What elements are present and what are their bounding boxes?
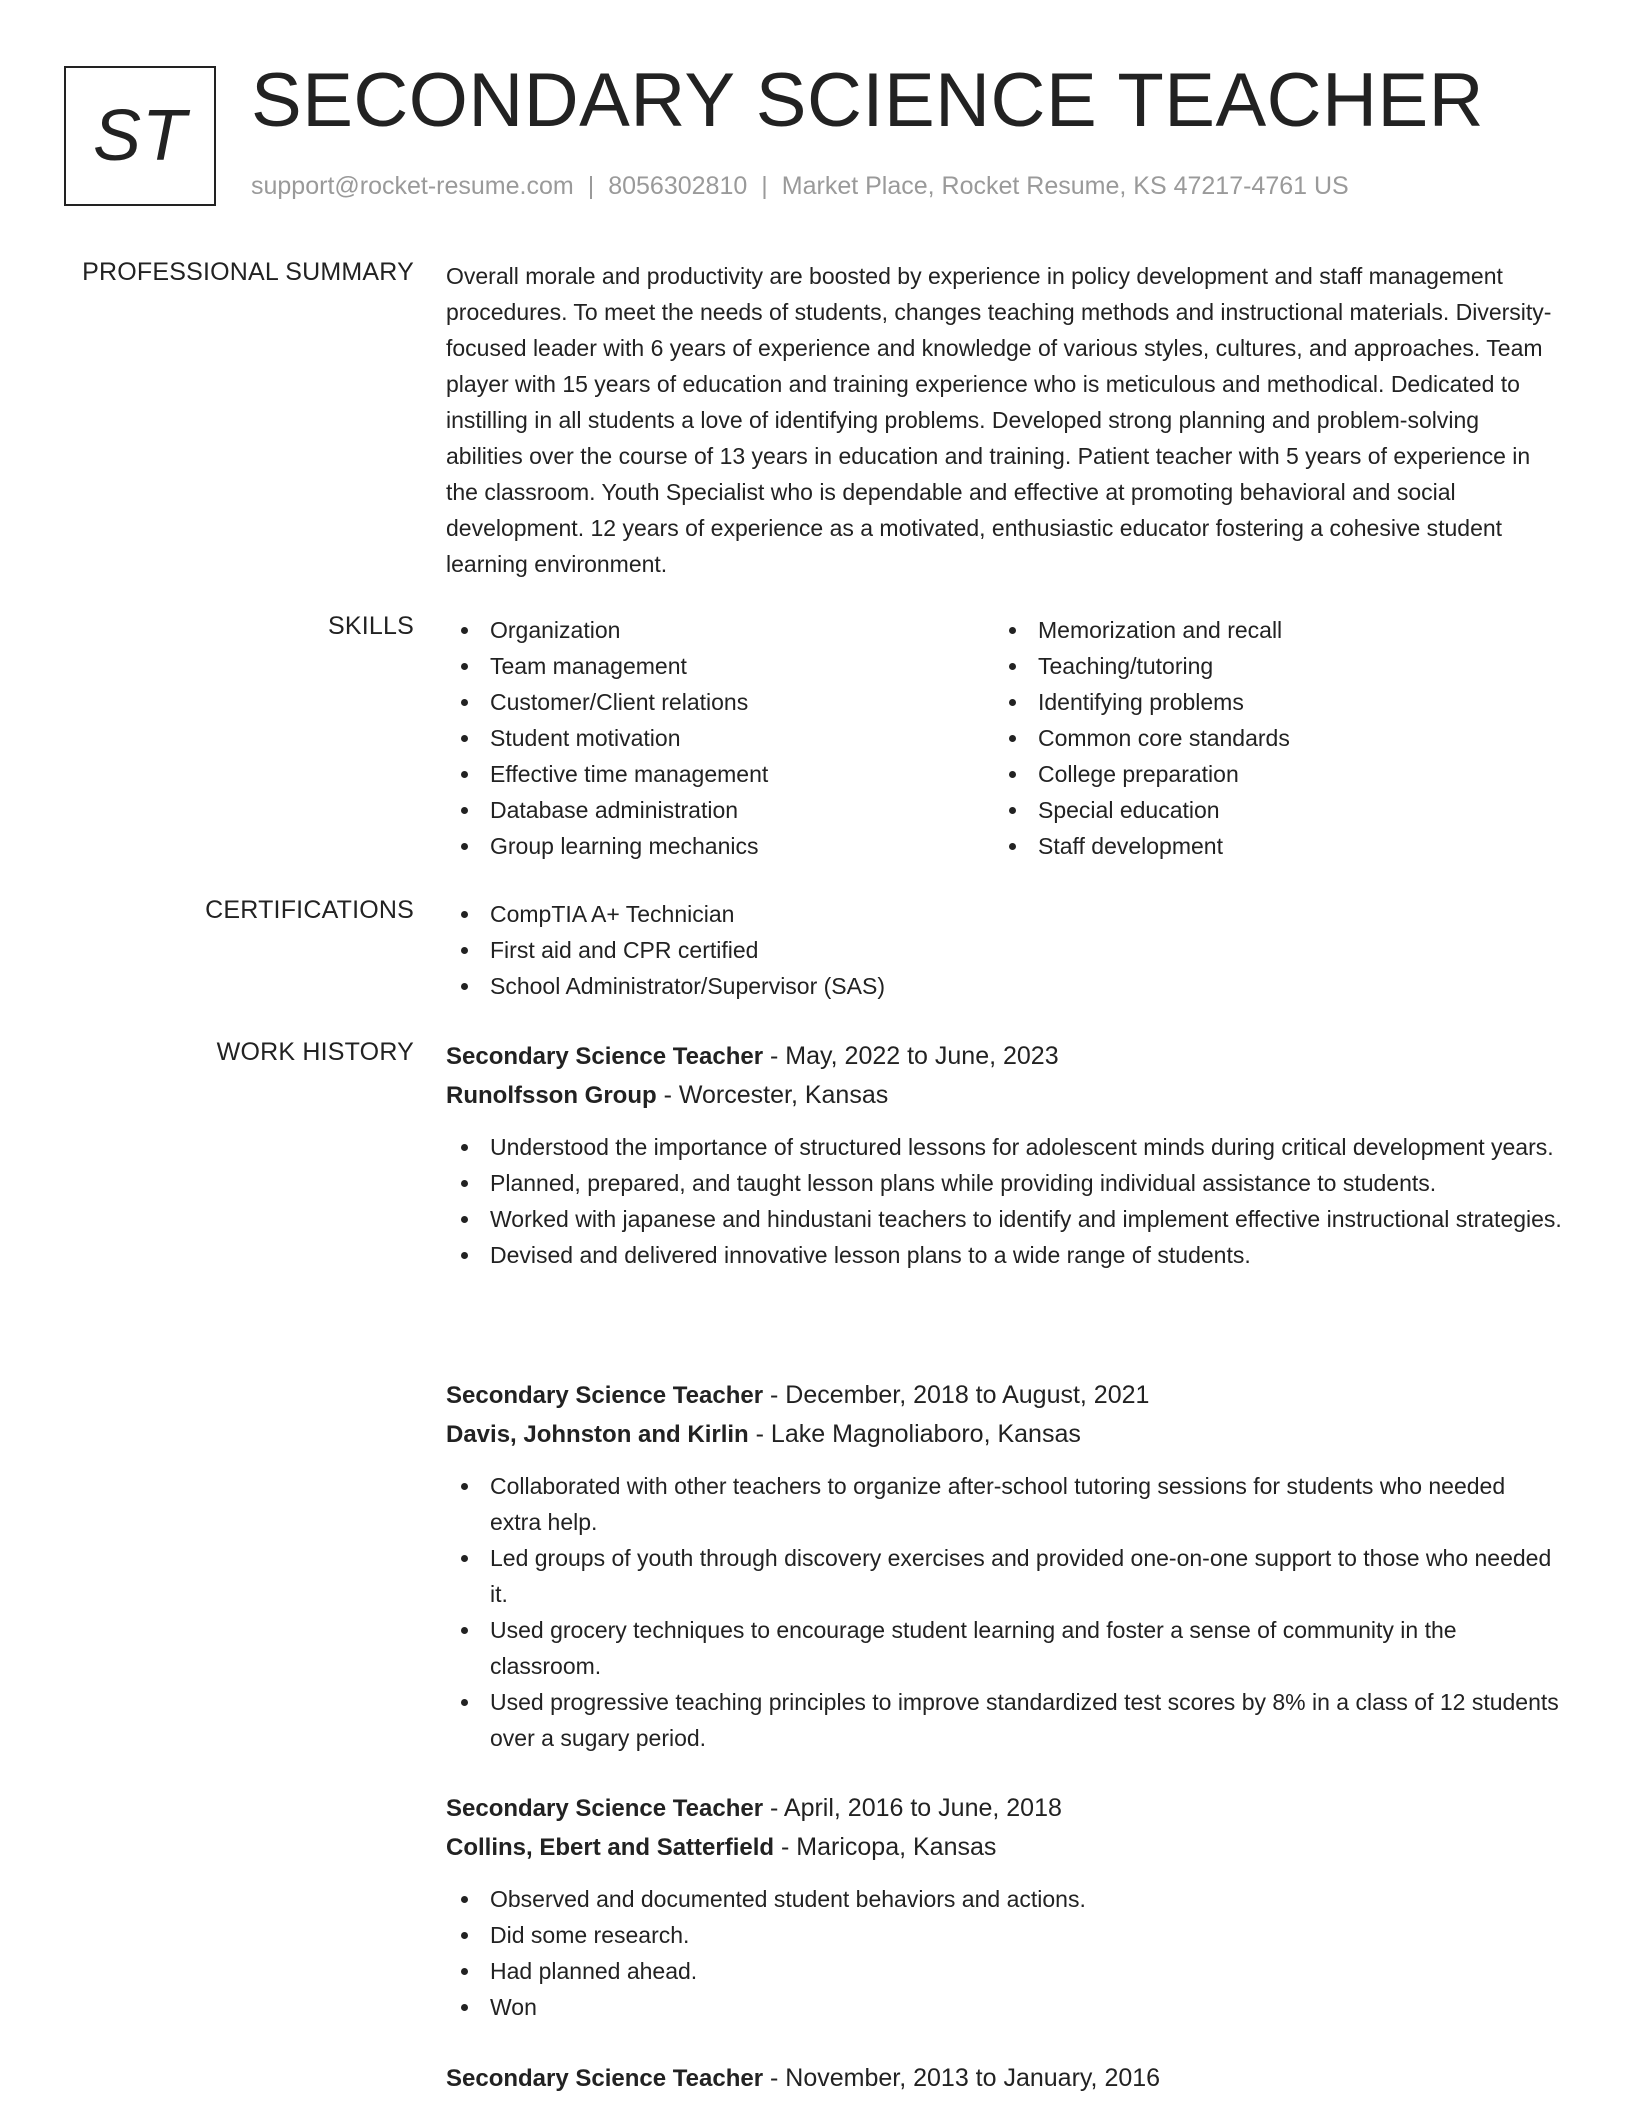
job-bullet: Planned, prepared, and taught lesson plans while providing individual assistance to students. [446, 1165, 1562, 1201]
job-dates: - May, 2022 to June, 2023 [763, 1042, 1059, 1070]
skill-item: Special education [994, 792, 1542, 828]
skills-body [446, 612, 1562, 864]
contact-line [251, 172, 1349, 201]
skill-item: Memorization and recall [994, 612, 1542, 648]
skill-item: Group learning mechanics [446, 828, 994, 864]
skill-item: College preparation [994, 756, 1542, 792]
skill-item: Student motivation [446, 720, 994, 756]
certification-item: CompTIA A+ Technician [446, 896, 1562, 932]
job-bullets [446, 1881, 1562, 2025]
job-bullet: Had planned ahead. [446, 1953, 1562, 1989]
certifications-list [446, 896, 1562, 1004]
monogram-logo: ST [64, 66, 216, 206]
skill-item: Identifying problems [994, 684, 1542, 720]
job-title: Secondary Science Teacher [446, 2065, 764, 2092]
job-bullet: Did some research. [446, 1917, 1562, 1953]
job-bullet: Devised and delivered innovative lesson plans to a wide range of students. [446, 1237, 1562, 1273]
job-bullet: Worked with japanese and hindustani teachers to identify and implement effective instructional strategies. [446, 1201, 1562, 1237]
job-dates: - December, 2018 to August, 2021 [763, 1381, 1150, 1409]
job-company: Collins, Ebert and Satterfield [446, 1834, 775, 1861]
skill-item: Staff development [994, 828, 1542, 864]
certification-item: First aid and CPR certified [446, 932, 1562, 968]
skill-item: Teaching/tutoring [994, 648, 1542, 684]
skill-item: Organization [446, 612, 994, 648]
certifications-label: CERTIFICATIONS [205, 896, 414, 924]
job-bullet: Used progressive teaching principles to improve standardized test scores by 8% in a class of 12 students over a sugary period. [446, 1684, 1562, 1756]
job-bullet: Collaborated with other teachers to organize after-school tutoring sessions for students who needed extra help. [446, 1468, 1562, 1540]
job-bullet: Used grocery techniques to encourage student learning and foster a sense of community in the classroom. [446, 1612, 1562, 1684]
job-company-line [446, 1828, 1562, 1867]
job-company-line [446, 1076, 1562, 1115]
contact-separator: | [587, 172, 595, 200]
job-location: - Maricopa, Kansas [774, 1833, 997, 1861]
job-title-line [446, 1037, 1562, 1076]
contact-address: Market Place, Rocket Resume, KS 47217-4761 US [781, 172, 1349, 200]
job-title-line [446, 2059, 1562, 2098]
certifications-body [446, 896, 1562, 1004]
job-title-line [446, 1789, 1562, 1828]
skill-item: Effective time management [446, 756, 994, 792]
contact-email: support@rocket-resume.com [251, 172, 574, 200]
certification-item: School Administrator/Supervisor (SAS) [446, 968, 1562, 1004]
summary-label: PROFESSIONAL SUMMARY [82, 258, 414, 286]
job-entry [446, 1789, 1562, 2025]
resume-title: SECONDARY SCIENCE TEACHER [251, 58, 1485, 143]
skills-list-left [446, 612, 994, 864]
job-company: Davis, Johnston and Kirlin [446, 1421, 749, 1448]
job-bullets [446, 1468, 1562, 1756]
job-bullet: Observed and documented student behaviors and actions. [446, 1881, 1562, 1917]
job-entry [446, 1037, 1562, 1273]
job-entry [446, 1376, 1562, 1756]
skill-item: Database administration [446, 792, 994, 828]
job-location: - Lake Magnoliaboro, Kansas [748, 1420, 1081, 1448]
job-bullet: Led groups of youth through discovery exercises and provided one-on-one support to those who needed it. [446, 1540, 1562, 1612]
skill-item: Team management [446, 648, 994, 684]
skill-item: Common core standards [994, 720, 1542, 756]
job-dates: - April, 2016 to June, 2018 [763, 1794, 1062, 1822]
job-title: Secondary Science Teacher [446, 1382, 764, 1409]
job-company: Runolfsson Group [446, 1082, 657, 1109]
job-bullet: Understood the importance of structured lessons for adolescent minds during critical development years. [446, 1129, 1562, 1165]
contact-phone: 8056302810 [608, 172, 748, 200]
contact-separator: | [761, 172, 768, 200]
job-company-line [446, 1415, 1562, 1454]
job-dates: - November, 2013 to January, 2016 [763, 2064, 1161, 2092]
job-title-line [446, 1376, 1562, 1415]
job-entry [446, 2059, 1562, 2098]
skills-list-right [994, 612, 1542, 864]
job-bullets [446, 1129, 1562, 1273]
work-history-label: WORK HISTORY [216, 1038, 414, 1066]
job-title: Secondary Science Teacher [446, 1043, 764, 1070]
summary-text: Overall morale and productivity are boosted by experience in policy development and staff management procedures. To meet the needs of students, changes teaching methods and instructional materials. Diversity-focused leader with 6 years of experience and knowledge of various styles, cultures, and approaches. Team player with 15 years of education and training experience who is meticulous and methodical. Dedicated to instilling in all students a love of identifying problems. Developed strong planning and problem-solving abilities over the course of 13 years in education and training. Patient teacher with 5 years of experience in the classroom. Youth Specialist who is dependable and effective at promoting behavioral and social development. 12 years of experience as a motivated, enthusiastic educator fostering a cohesive student learning environment. [446, 263, 1552, 577]
job-bullet: Won [446, 1989, 1562, 2025]
skill-item: Customer/Client relations [446, 684, 994, 720]
job-title: Secondary Science Teacher [446, 1795, 764, 1822]
job-location: - Worcester, Kansas [656, 1081, 889, 1109]
skills-label: SKILLS [328, 612, 414, 640]
